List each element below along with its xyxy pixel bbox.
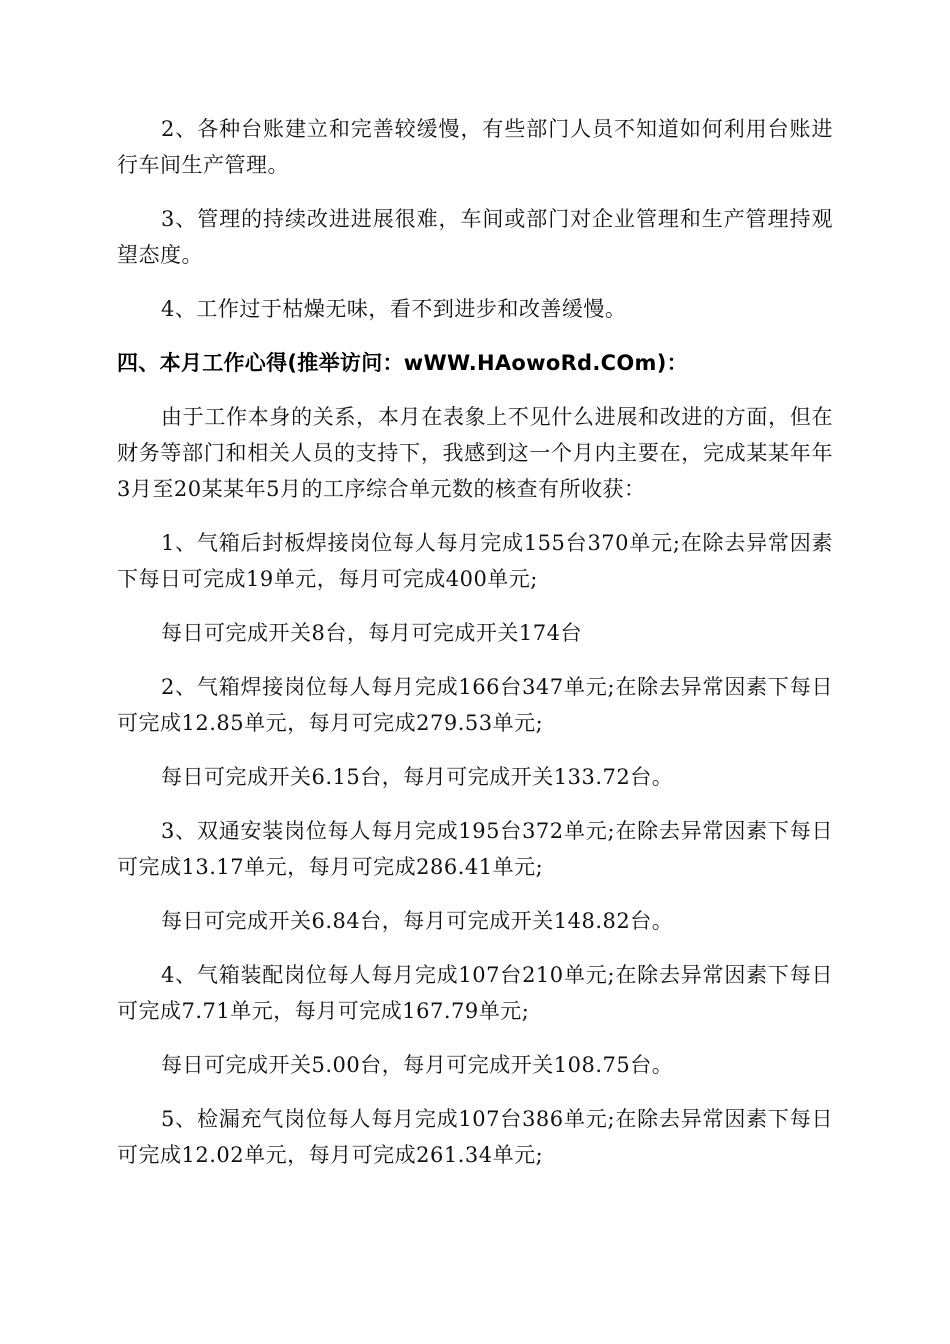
paragraph: 每日可完成开关6.15台，每月可完成开关133.72台。 [161,765,674,789]
section-heading: 四、本月工作心得(推举访问：wWW.HAowoRd.COm)： [117,351,688,375]
paragraph: 3、双通安装岗位每人每月完成195台372单元;在除去异常因素下每日可完成13.17单元，每月可完成286.41单元; [117,819,833,879]
paragraph: 2、各种台账建立和完善较缓慢，有些部门人员不知道如何利用台账进行车间生产管理。 [117,117,833,177]
paragraph: 每日可完成开关5.00台，每月可完成开关108.75台。 [161,1053,674,1077]
paragraph: 每日可完成开关6.84台，每月可完成开关148.82台。 [161,909,674,933]
paragraph: 4、气箱装配岗位每人每月完成107台210单元;在除去异常因素下每日可完成7.71单元，每月可完成167.79单元; [117,963,833,1023]
paragraph: 由于工作本身的关系，本月在表象上不见什么进展和改进的方面，但在财务等部门和相关人员的支持下，我感到这一个月内主要在，完成某某年年3月至20某某年5月的工序综合单元数的核查有所收获： [117,405,833,501]
document-content [117,111,833,1191]
paragraph: 1、气箱后封板焊接岗位每人每月完成155台370单元;在除去异常因素下每日可完成19单元，每月可完成400单元; [117,531,833,591]
paragraph: 每日可完成开关8台，每月可完成开关174台 [161,621,582,645]
paragraph: 5、检漏充气岗位每人每月完成107台386单元;在除去异常因素下每日可完成12.02单元，每月可完成261.34单元; [117,1107,833,1167]
paragraph: 2、气箱焊接岗位每人每月完成166台347单元;在除去异常因素下每日可完成12.85单元，每月可完成279.53单元; [117,675,833,735]
paragraph: 4、工作过于枯燥无味，看不到进步和改善缓慢。 [161,297,627,321]
paragraph: 3、管理的持续改进进展很难，车间或部门对企业管理和生产管理持观望态度。 [117,207,833,267]
